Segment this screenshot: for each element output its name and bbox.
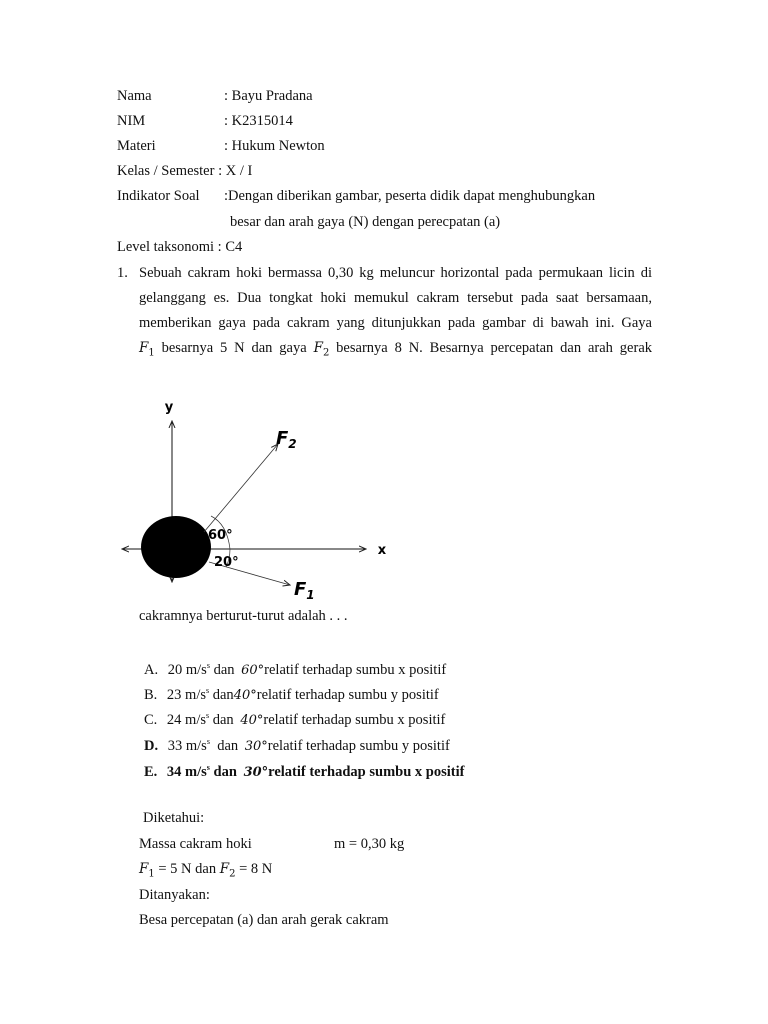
f2-given: $F_2$ <box>219 861 236 880</box>
f2-given-value: = 8 N <box>235 861 273 877</box>
question-line-4-mid: besarnya 5 N dan gaya <box>154 340 314 356</box>
option-value: 24 m/s <box>166 712 206 728</box>
option-sup: s <box>206 686 210 695</box>
option-value: 20 m/s <box>167 662 207 678</box>
option-value: 33 m/s <box>167 738 207 754</box>
question-line-4-end: besarnya 8 N. Besarnya percepatan dan arah gerak <box>329 340 653 356</box>
option-letter: D. <box>144 738 159 754</box>
level-value: : C4 <box>217 239 243 255</box>
f1-given-value: = 5 N dan <box>154 861 220 877</box>
question-continuation: cakramnya berturut-turut adalah . . . <box>139 608 348 624</box>
nim-label: NIM <box>117 113 146 129</box>
massa-label: Massa cakram hoki <box>139 836 252 852</box>
option-angle: 40° <box>240 713 264 728</box>
option-rest: relatif terhadap sumbu x positif <box>263 712 446 728</box>
option-sup: s <box>206 711 210 720</box>
angle-bottom-label: 20° <box>214 555 239 570</box>
option-dan: dan <box>209 764 241 780</box>
indikator-label: Indikator Soal <box>117 188 200 204</box>
option-dan: dan <box>209 687 234 703</box>
f1-given: $F_1$ <box>139 861 155 880</box>
option-sup: s <box>206 737 210 746</box>
angle-top-label: 60° <box>208 528 233 543</box>
option-dan: dan <box>209 712 238 728</box>
level-label: Level taksonomi <box>117 239 215 255</box>
option-rest: relatif terhadap sumbu x positif <box>264 662 447 678</box>
header-level <box>117 238 242 256</box>
option-d <box>144 733 450 756</box>
indikator-value-2: besar dan arah gaya (N) dengan perecpatan (a) <box>230 214 501 230</box>
option-angle: 30° <box>244 739 268 754</box>
ditanyakan-heading: Ditanyakan: <box>139 887 210 903</box>
option-dan: dan <box>209 738 242 754</box>
option-c <box>144 707 445 730</box>
option-sup: s <box>206 763 210 772</box>
option-letter: E. <box>144 764 158 780</box>
f2-label: $F_2$ <box>276 428 297 451</box>
y-axis-label: y <box>164 400 174 415</box>
x-axis-label: x <box>377 543 387 558</box>
question-line-3: memberikan gaya pada cakram yang ditunjukkan pada gambar di bawah ini. Gaya <box>139 315 652 331</box>
question-line-2: gelanggang es. Dua tongkat hoki memukul cakram tersebut pada saat bersamaan, <box>139 290 652 306</box>
f1-label: $F_1$ <box>294 579 315 602</box>
force-diagram <box>110 392 400 604</box>
option-value: 23 m/s <box>166 687 206 703</box>
option-angle: 40° <box>233 688 257 703</box>
puck <box>141 516 211 578</box>
materi-label: Materi <box>117 138 156 154</box>
question-line-4 <box>139 339 652 363</box>
option-sup: s <box>206 661 210 670</box>
question-line-1: Sebuah cakram hoki bermassa 0,30 kg meluncur horizontal pada permukaan licin di <box>139 265 652 281</box>
forces-given <box>139 860 272 884</box>
materi-value: : Hukum Newton <box>224 138 325 154</box>
kelas-value: : X / I <box>218 163 253 179</box>
option-letter: A. <box>144 662 159 678</box>
option-angle: 30° <box>243 765 269 780</box>
question-number: 1. <box>117 265 128 281</box>
option-dan: dan <box>209 662 239 678</box>
option-value: 34 m/s <box>166 764 207 780</box>
diketahui-heading: Diketahui: <box>143 810 205 826</box>
nama-label: Nama <box>117 88 152 104</box>
nama-value: : Bayu Pradana <box>224 88 313 104</box>
massa-value: m = 0,30 kg <box>334 836 405 852</box>
header-kelas <box>117 162 252 180</box>
option-letter: B. <box>144 687 158 703</box>
option-e <box>144 759 464 782</box>
indikator-value-1: :Dengan diberikan gambar, peserta didik dapat menghubungkan <box>224 188 596 204</box>
option-angle: 60° <box>241 663 265 678</box>
option-rest: relatif terhadap sumbu y positif <box>267 738 450 754</box>
f1-symbol: $F_1$ <box>139 340 155 359</box>
option-rest: relatif terhadap sumbu y positif <box>256 687 439 703</box>
nim-value: : K2315014 <box>224 113 293 129</box>
option-letter: C. <box>144 712 158 728</box>
f2-symbol: $F_2$ <box>313 340 330 359</box>
kelas-label: Kelas / Semester <box>117 163 215 179</box>
ditanyakan-text: Besa percepatan (a) dan arah gerak cakram <box>139 912 389 928</box>
option-a <box>144 657 446 680</box>
option-b <box>144 682 439 705</box>
option-rest: relatif terhadap sumbu x positif <box>268 764 465 780</box>
